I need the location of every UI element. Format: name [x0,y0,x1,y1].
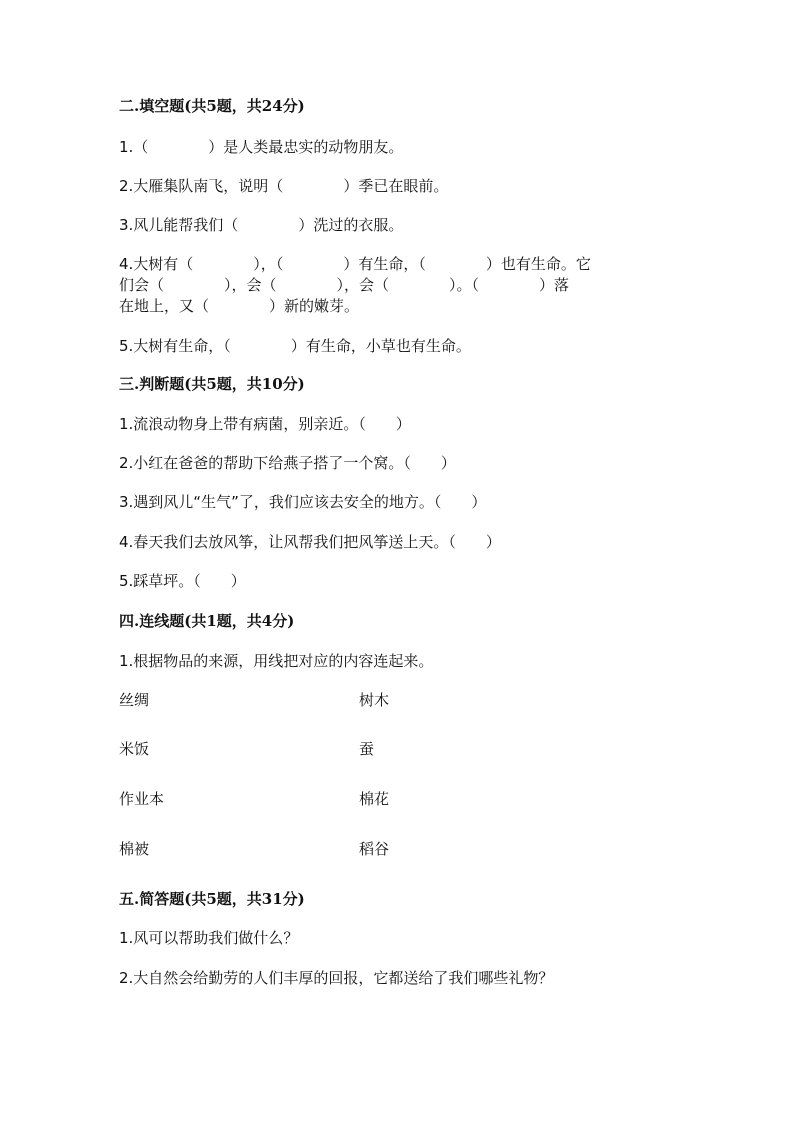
fill-blank-question-5: 5.大树有生命，（ ）有生命，小草也有生命。 [119,337,471,355]
fill-blank-question-4-line-3: 在地上，又（ ）新的嫩芽。 [119,297,360,315]
section-heading-short-answer: 五.简答题(共5题，共31分) [119,890,305,908]
true-false-question-4: 4.春天我们去放风筝，让风帮我们把风筝送上天。（ ） [119,533,501,551]
matching-left-item: 米饭 [119,740,150,758]
true-false-question-1: 1.流浪动物身上带有病菌，别亲近。（ ） [119,415,411,433]
matching-right-item: 蚕 [359,740,375,758]
matching-left-item: 棉被 [119,840,150,858]
fill-blank-question-1: 1.（ ）是人类最忠实的动物朋友。 [119,138,404,156]
true-false-question-5: 5.踩草坪。（ ） [119,572,246,590]
true-false-question-2: 2.小红在爸爸的帮助下给燕子搭了一个窝。（ ） [119,454,456,472]
fill-blank-question-3: 3.风儿能帮我们（ ）洗过的衣服。 [119,216,404,234]
short-answer-question-2: 2.大自然会给勤劳的人们丰厚的回报，它都送给了我们哪些礼物？ [119,969,554,987]
fill-blank-question-4-line-1: 4.大树有（ ），（ ）有生命，（ ）也有生命。它 [119,255,591,273]
section-heading-matching: 四.连线题(共1题，共4分) [119,612,295,630]
short-answer-question-1: 1.风可以帮助我们做什么？ [119,929,299,947]
matching-question-1: 1.根据物品的来源，用线把对应的内容连起来。 [119,652,434,670]
matching-left-item: 作业本 [119,790,165,808]
matching-right-item: 棉花 [359,790,390,808]
matching-left-item: 丝绸 [119,691,150,709]
matching-right-item: 稻谷 [359,840,390,858]
section-heading-fill-blank: 二.填空题(共5题，共24分) [119,97,305,115]
true-false-question-3: 3.遇到风儿“生气”了，我们应该去安全的地方。（ ） [119,493,487,511]
fill-blank-question-4-line-2: 们会（ ），会（ ），会（ ）。（ ）落 [119,276,570,294]
fill-blank-question-2: 2.大雁集队南飞，说明（ ）季已在眼前。 [119,177,449,195]
section-heading-true-false: 三.判断题(共5题，共10分) [119,375,305,393]
matching-right-item: 树木 [359,691,390,709]
